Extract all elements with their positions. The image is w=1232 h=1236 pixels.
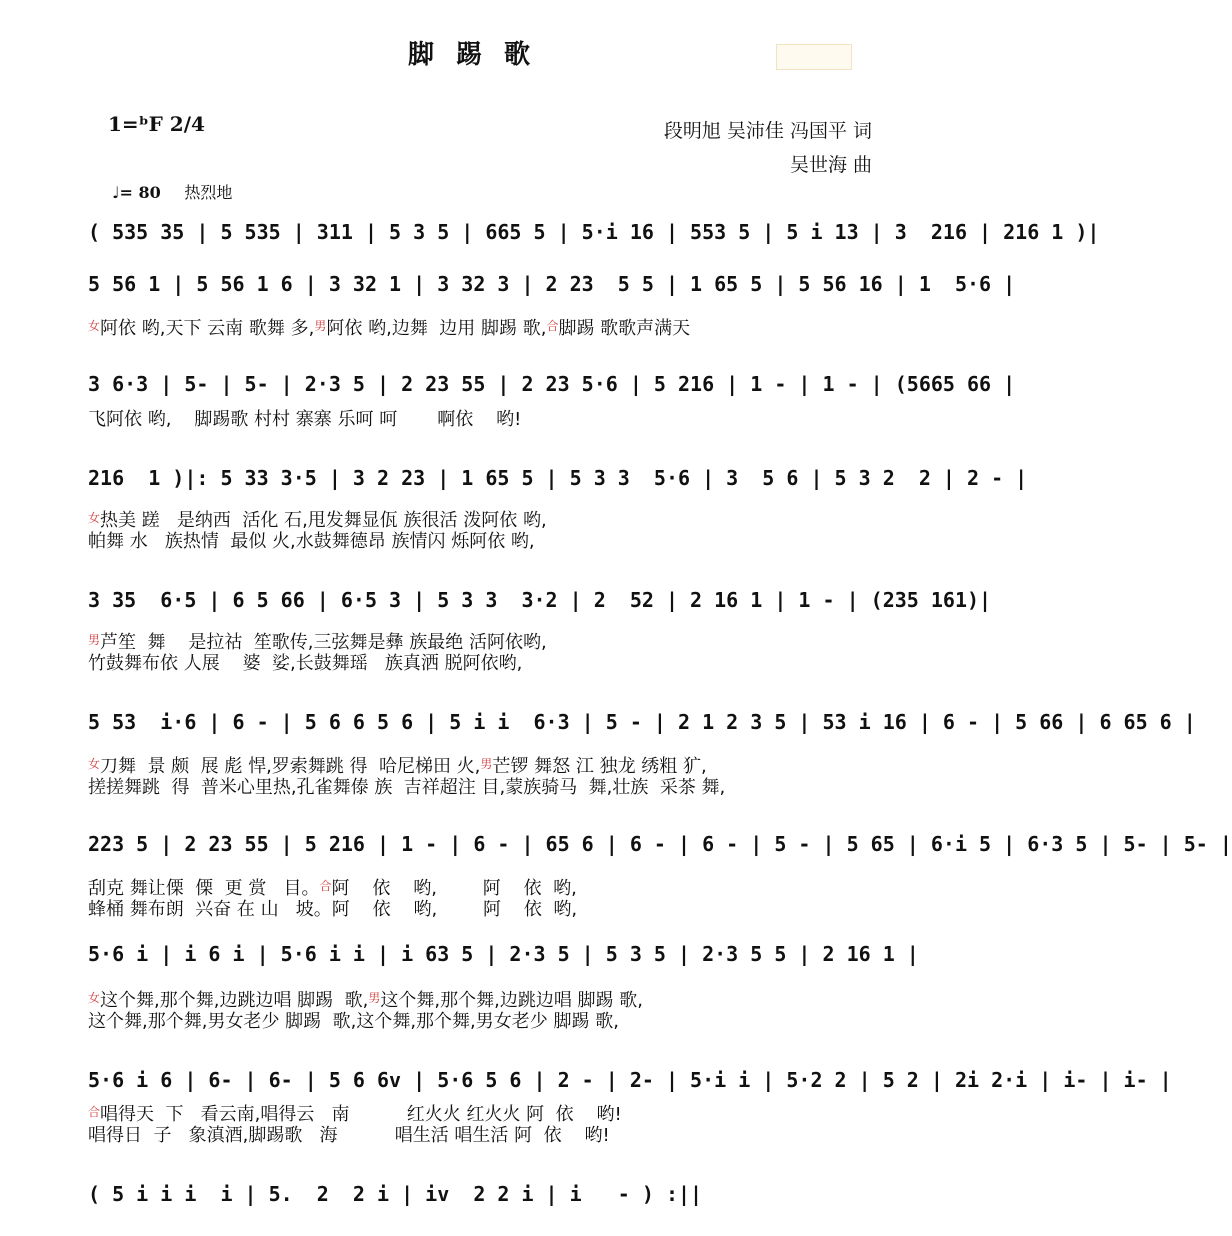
voice-part-mark: 合 (88, 1105, 101, 1119)
notation: ( 5 i i i i | 5. 2 2 i | iv 2 2 i | i - ) :|| (88, 1182, 703, 1206)
lyric-text: 飞阿依 哟, 脚踢歌 村村 寨寨 乐呵 呵 啊依 哟! (88, 409, 522, 430)
lyric-line (88, 628, 898, 655)
lyric-line (88, 898, 898, 922)
voice-part-mark: 男 (480, 757, 493, 771)
voice-part-mark: 男 (314, 319, 327, 333)
lyric-text: 刀舞 景 颇 展 彪 悍,罗索舞跳 得 哈尼梯田 火, (100, 756, 481, 777)
tempo-value: ♩= 80 (112, 183, 161, 202)
notation: 5 53 i·6 | 6 - | 5 6 6 5 6 | 5 i i 6·3 | 5 - | 2 1 2 3 5 | 53 i 16 | 6 - | 5 66 | 6 65 6 | (88, 710, 1196, 734)
composer-credit: 吴世海 曲 (789, 154, 872, 176)
lyric-text: 这个舞,那个舞,男女老少 脚踢 歌,这个舞,那个舞,男女老少 脚踢 歌, (88, 1011, 619, 1032)
lyric-line (88, 776, 898, 800)
lyric-line (88, 874, 898, 901)
voice-part-mark: 女 (88, 319, 101, 333)
notation: ( 535 35 | 5 535 | 311 | 5 3 5 | 665 5 | 5·i 16 | 553 5 | 5 i 13 | 3 216 | 216 1 )| (88, 220, 1100, 244)
lyric-text: 阿依 哟,天下 云南 歌舞 多, (100, 318, 315, 339)
lyric-text: 芒锣 舞怒 江 独龙 绣粗 犷, (492, 756, 707, 777)
lyric-line (88, 652, 898, 676)
voice-part-mark: 女 (88, 757, 101, 771)
decorative-stamp (776, 44, 852, 70)
stave-line (88, 214, 1100, 274)
song-title: 脚踢歌 (407, 40, 552, 70)
lyric-line (88, 506, 898, 533)
lyric-text: 搓搓舞跳 得 普米心里热,孔雀舞傣 族 吉祥超注 目,蒙族骑马 舞,壮族 采茶 舞, (88, 777, 726, 798)
notation: 223 5 | 2 23 55 | 5 216 | 1 - | 6 - | 65 6 | 6 - | 6 - | 5 - | 5 65 | 6·i 5 | 6·3 5 | 5- | 5- | (88, 832, 1232, 856)
expression-marking: 热烈地 (184, 183, 233, 202)
lyric-text: 这个舞,那个舞,边跳边唱 脚踢 歌, (100, 990, 369, 1011)
lyric-text: 蜂桶 舞布朗 兴奋 在 山 坡。阿 依 哟, 阿 依 哟, (88, 899, 578, 920)
lyric-line (88, 752, 898, 779)
lyric-line (88, 408, 898, 432)
notation: 5·6 i | i 6 i | 5·6 i i | i 63 5 | 2·3 5 | 5 3 5 | 2·3 5 5 | 2 16 1 | (88, 942, 919, 966)
lyric-text: 竹鼓舞布依 人展 婆 娑,长鼓舞瑶 族真洒 脱阿依哟, (88, 653, 523, 674)
tempo-marking (112, 180, 232, 203)
lyric-text: 帕舞 水 族热情 最似 火,水鼓舞德昂 族情闪 烁阿依 哟, (88, 531, 535, 552)
key-signature: 1=ᵇF 2/4 (108, 112, 205, 136)
lyric-text: 阿依 哟,边舞 边用 脚踢 歌, (326, 318, 547, 339)
voice-part-mark: 合 (319, 879, 332, 893)
lyric-text: 唱得日 子 象滇酒,脚踢歌 海 唱生活 唱生活 阿 依 哟! (88, 1125, 610, 1146)
lyric-text: 唱得天 下 看云南,唱得云 南 红火火 红火火 阿 依 哟! (100, 1104, 622, 1125)
lyric-text: 阿 依 哟, 阿 依 哟, (331, 878, 577, 899)
lyric-text: 热美 蹉 是纳西 活化 石,甩发舞显佤 族很活 泼阿依 哟, (100, 510, 547, 531)
credits (664, 114, 872, 182)
notation: 3 6·3 | 5- | 5- | 2·3 5 | 2 23 55 | 2 23 5·6 | 5 216 | 1 - | 1 - | (5665 66 | (88, 372, 1016, 396)
lyric-line (88, 1010, 898, 1034)
lyric-line (88, 314, 898, 341)
stave-line (88, 1176, 888, 1236)
lyric-text: 刮克 舞让傈 傈 更 赏 目。 (88, 878, 320, 899)
lyric-line (88, 530, 898, 554)
lyric-line (88, 986, 898, 1013)
voice-part-mark: 男 (368, 991, 381, 1005)
notation: 5·6 i 6 | 6- | 6- | 5 6 6v | 5·6 5 6 | 2 - | 2- | 5·i i | 5·2 2 | 5 2 | 2i 2·i | i- | i- | (88, 1068, 1172, 1092)
voice-part-mark: 合 (546, 319, 559, 333)
voice-part-mark: 女 (88, 991, 101, 1005)
lyric-text: 芦笙 舞 是拉祜 笙歌传,三弦舞是彝 族最绝 活阿依哟, (100, 632, 547, 653)
voice-part-mark: 女 (88, 511, 101, 525)
lyric-line (88, 1100, 898, 1127)
lyric-text: 这个舞,那个舞,边跳边唱 脚踢 歌, (380, 990, 643, 1011)
lyric-text: 脚踢 歌歌声满天 (558, 318, 691, 339)
notation: 3 35 6·5 | 6 5 66 | 6·5 3 | 5 3 3 3·2 | 2 52 | 2 16 1 | 1 - | (235 161)| (88, 588, 992, 612)
notation: 5 56 1 | 5 56 1 6 | 3 32 1 | 3 32 3 | 2 23 5 5 | 1 65 5 | 5 56 16 | 1 5·6 | (88, 272, 1016, 296)
notation: 216 1 )|: 5 33 3·5 | 3 2 23 | 1 65 5 | 5 3 3 5·6 | 3 5 6 | 5 3 2 2 | 2 - | (88, 466, 1028, 490)
lyric-line (88, 1124, 898, 1148)
voice-part-mark: 男 (88, 633, 101, 647)
lyricist-credit: 段明旭 吴沛佳 冯国平 词 (663, 120, 872, 142)
